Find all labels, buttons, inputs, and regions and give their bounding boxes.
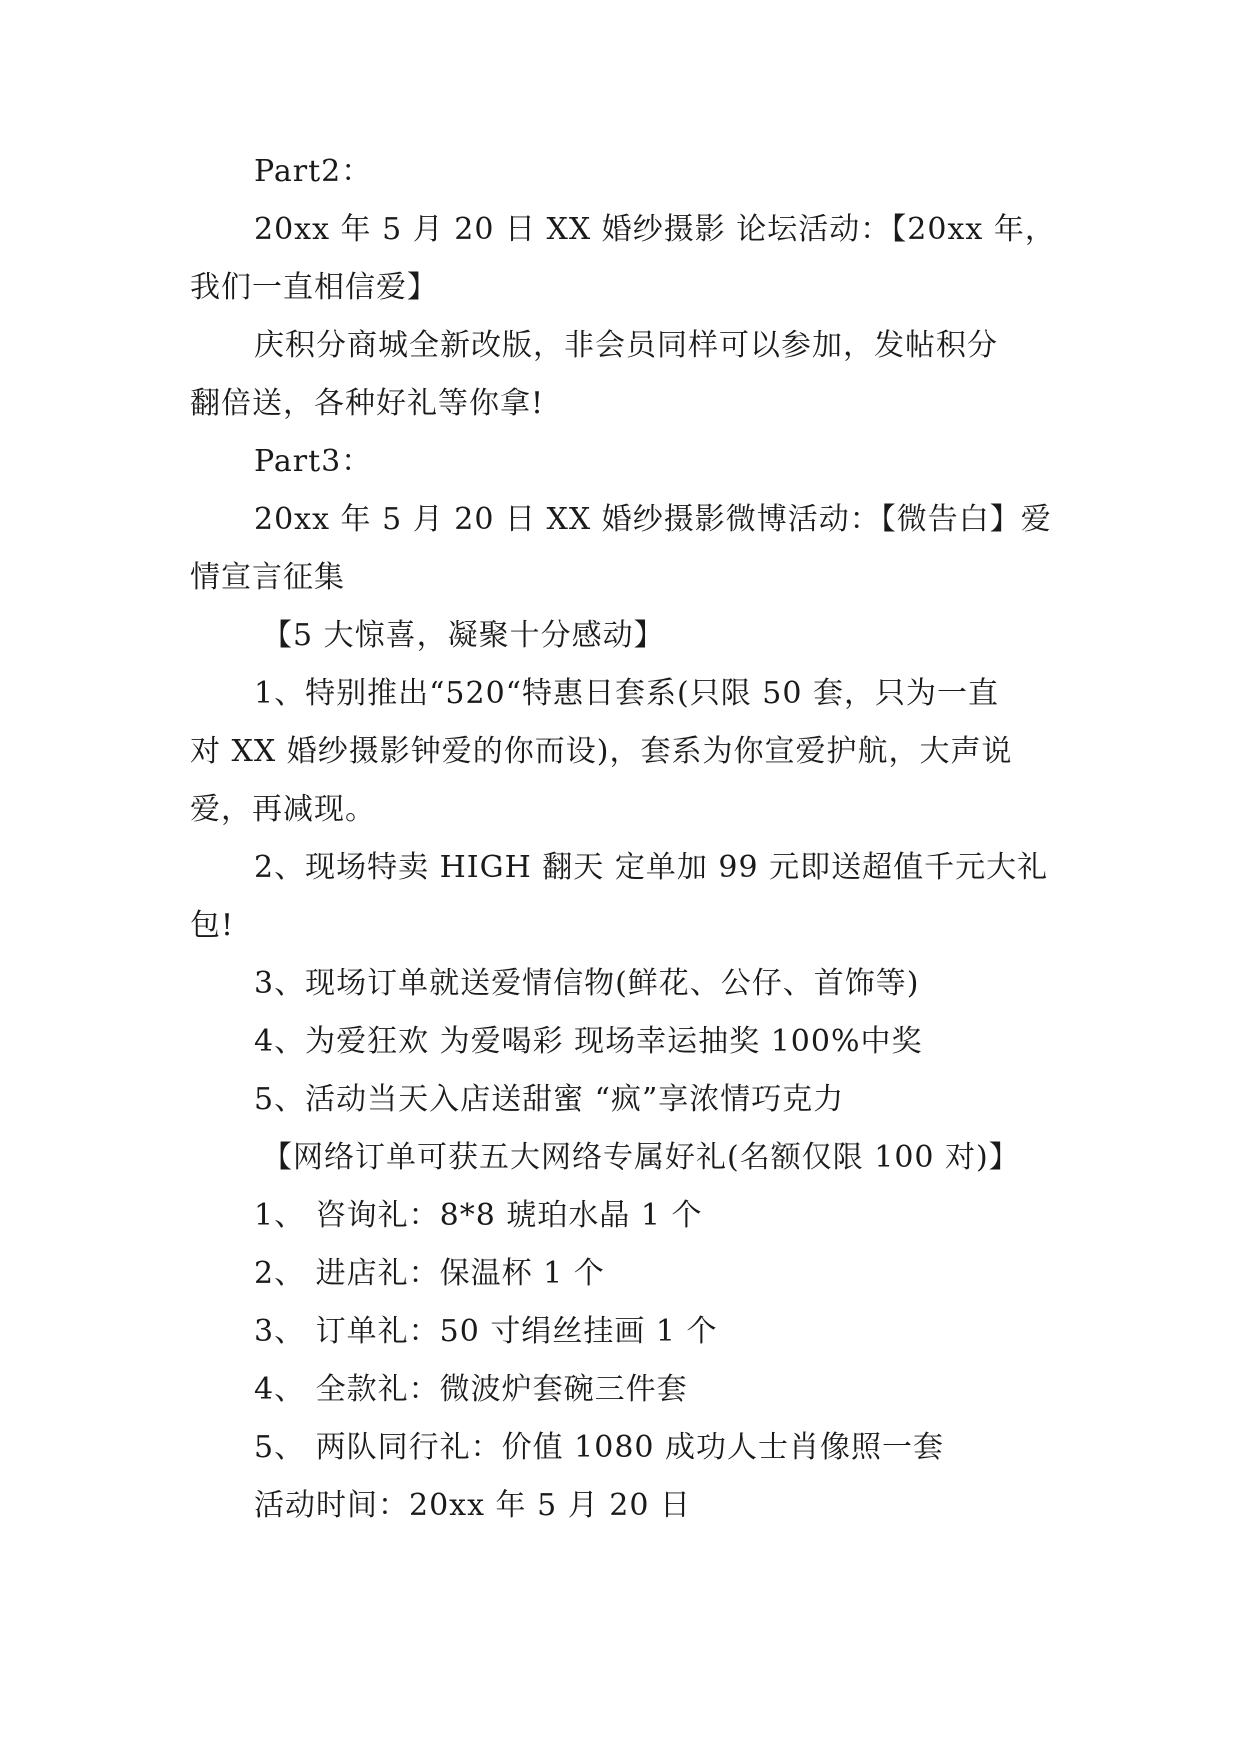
- weibo-activity-line-1: 20xx 年 5 月 20 日 XX 婚纱摄影微博活动：【微告白】爱: [254, 502, 1052, 537]
- part2-heading: Part2：: [254, 154, 373, 189]
- gift-item-3: 3、 订单礼：50 寸绢丝挂画 1 个: [254, 1314, 718, 1349]
- part3-heading: Part3：: [254, 444, 373, 479]
- gift-item-1: 1、 咨询礼：8*8 琥珀水晶 1 个: [254, 1198, 703, 1233]
- points-mall-line-1: 庆积分商城全新改版，非会员同样可以参加，发帖积分: [254, 328, 998, 363]
- surprise-1-line-2: 对 XX 婚纱摄影钟爱的你而设)，套系为你宣爱护航，大声说: [190, 734, 1013, 769]
- forum-activity-line-1: 20xx 年 5 月 20 日 XX 婚纱摄影 论坛活动：【20xx 年，: [254, 212, 1056, 247]
- surprises-heading: 【5 大惊喜，凝聚十分感动】: [262, 618, 665, 653]
- gift-item-5: 5、 两队同行礼：价值 1080 成功人士肖像照一套: [254, 1430, 945, 1465]
- gift-item-4: 4、 全款礼：微波炉套碗三件套: [254, 1372, 688, 1407]
- gift-item-2: 2、 进店礼：保温杯 1 个: [254, 1256, 605, 1291]
- surprise-5: 5、活动当天入店送甜蜜 “疯”享浓情巧克力: [254, 1082, 845, 1117]
- surprise-2-line-1: 2、现场特卖 HIGH 翻天 定单加 99 元即送超值千元大礼: [254, 850, 1049, 885]
- surprise-3: 3、现场订单就送爱情信物(鲜花、公仔、首饰等): [254, 966, 920, 1001]
- weibo-activity-line-2: 情宣言征集: [190, 560, 345, 595]
- online-gifts-heading: 【网络订单可获五大网络专属好礼(名额仅限 100 对)】: [262, 1140, 1020, 1175]
- surprise-1-line-3: 爱，再减现。: [190, 792, 376, 827]
- surprise-1-line-1: 1、特别推出“520“特惠日套系(只限 50 套，只为一直: [254, 676, 999, 711]
- surprise-2-line-2: 包!: [190, 908, 235, 943]
- forum-activity-line-2: 我们一直相信爱】: [190, 270, 438, 305]
- points-mall-line-2: 翻倍送，各种好礼等你拿!: [190, 386, 545, 421]
- activity-time: 活动时间：20xx 年 5 月 20 日: [254, 1488, 691, 1523]
- surprise-4: 4、为爱狂欢 为爱喝彩 现场幸运抽奖 100%中奖: [254, 1024, 923, 1059]
